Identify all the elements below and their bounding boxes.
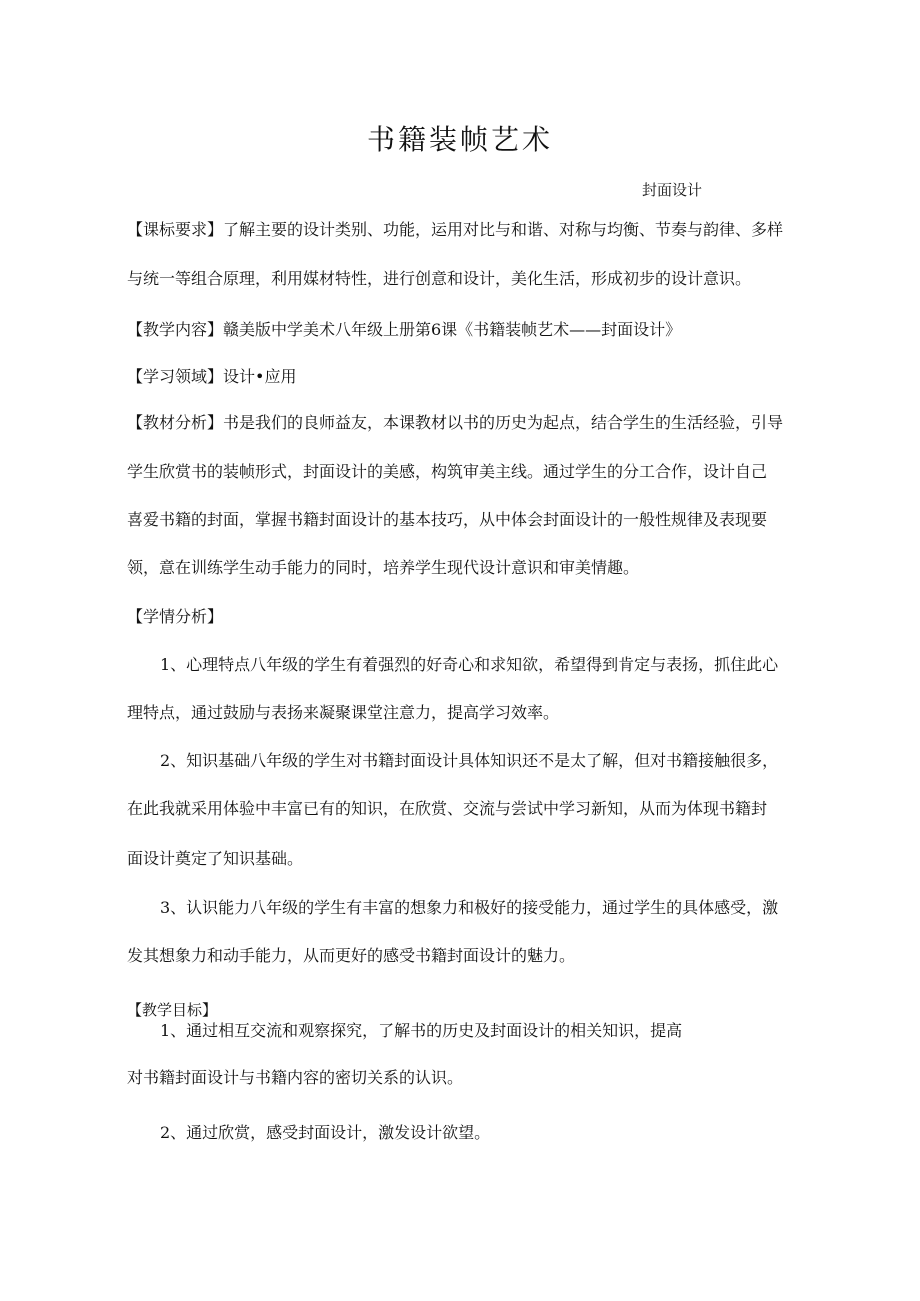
student-analysis-item-2-line-1: 2、知识基础八年级的学生对书籍封面设计具体知识还不是太了解，但对书籍接触很多， (160, 751, 779, 770)
student-analysis-item-2-line-2: 在此我就采用体验中丰富已有的知识，在欣赏、交流与尝试中学习新知，从而为体现书籍封 (127, 799, 768, 818)
teaching-content-line: 【教学内容】赣美版中学美术八年级上册第6课《书籍装帧艺术——封面设计》 (127, 320, 682, 339)
student-analysis-heading: 【学情分析】 (127, 607, 224, 626)
student-analysis-item-3-line-2: 发其想象力和动手能力，从而更好的感受书籍封面设计的魅力。 (127, 946, 576, 965)
student-analysis-item-3-line-1: 3、认识能力八年级的学生有丰富的想象力和极好的接受能力，通过学生的具体感受，激 (160, 898, 779, 917)
student-analysis-item-2-line-3: 面设计奠定了知识基础。 (127, 849, 304, 868)
teaching-objectives-heading: 【教学目标】 (127, 1001, 218, 1019)
teaching-objective-1-line-1: 1、通过相互交流和观察探究，了解书的历史及封面设计的相关知识，提高 (160, 1021, 683, 1040)
textbook-analysis-line-2: 学生欣赏书的装帧形式，封面设计的美感，构筑审美主线。通过学生的分工合作，设计自己 (127, 462, 768, 481)
document-subtitle: 封面设计 (642, 181, 703, 199)
document-title: 书籍装帧艺术 (366, 123, 553, 156)
student-analysis-item-1-line-2: 理特点，通过鼓励与表扬来凝聚课堂注意力，提高学习效率。 (127, 703, 560, 722)
textbook-analysis-line-4: 领，意在训练学生动手能力的同时，培养学生现代设计意识和审美情趣。 (127, 558, 640, 577)
curriculum-requirement-line-2: 与统一等组合原理，利用媒材特性，进行创意和设计，美化生活，形成初步的设计意识。 (127, 269, 752, 288)
teaching-objective-2: 2、通过欣赏，感受封面设计，激发设计欲望。 (160, 1123, 491, 1142)
curriculum-requirement-line-1: 【课标要求】了解主要的设计类别、功能，运用对比与和谐、对称与均衡、节奏与韵律、多样 (127, 220, 784, 239)
student-analysis-item-1-line-1: 1、心理特点八年级的学生有着强烈的好奇心和求知欲，希望得到肯定与表扬，抓住此心 (160, 655, 779, 674)
teaching-objective-1-line-2: 对书籍封面设计与书籍内容的密切关系的认识。 (127, 1068, 464, 1087)
textbook-analysis-line-1: 【教材分析】书是我们的良师益友，本课教材以书的历史为起点，结合学生的生活经验，引导 (127, 413, 784, 432)
learning-domain-line: 【学习领域】设计•应用 (127, 367, 297, 386)
textbook-analysis-line-3: 喜爱书籍的封面，掌握书籍封面设计的基本技巧，从中体会封面设计的一般性规律及表现要 (127, 510, 768, 529)
